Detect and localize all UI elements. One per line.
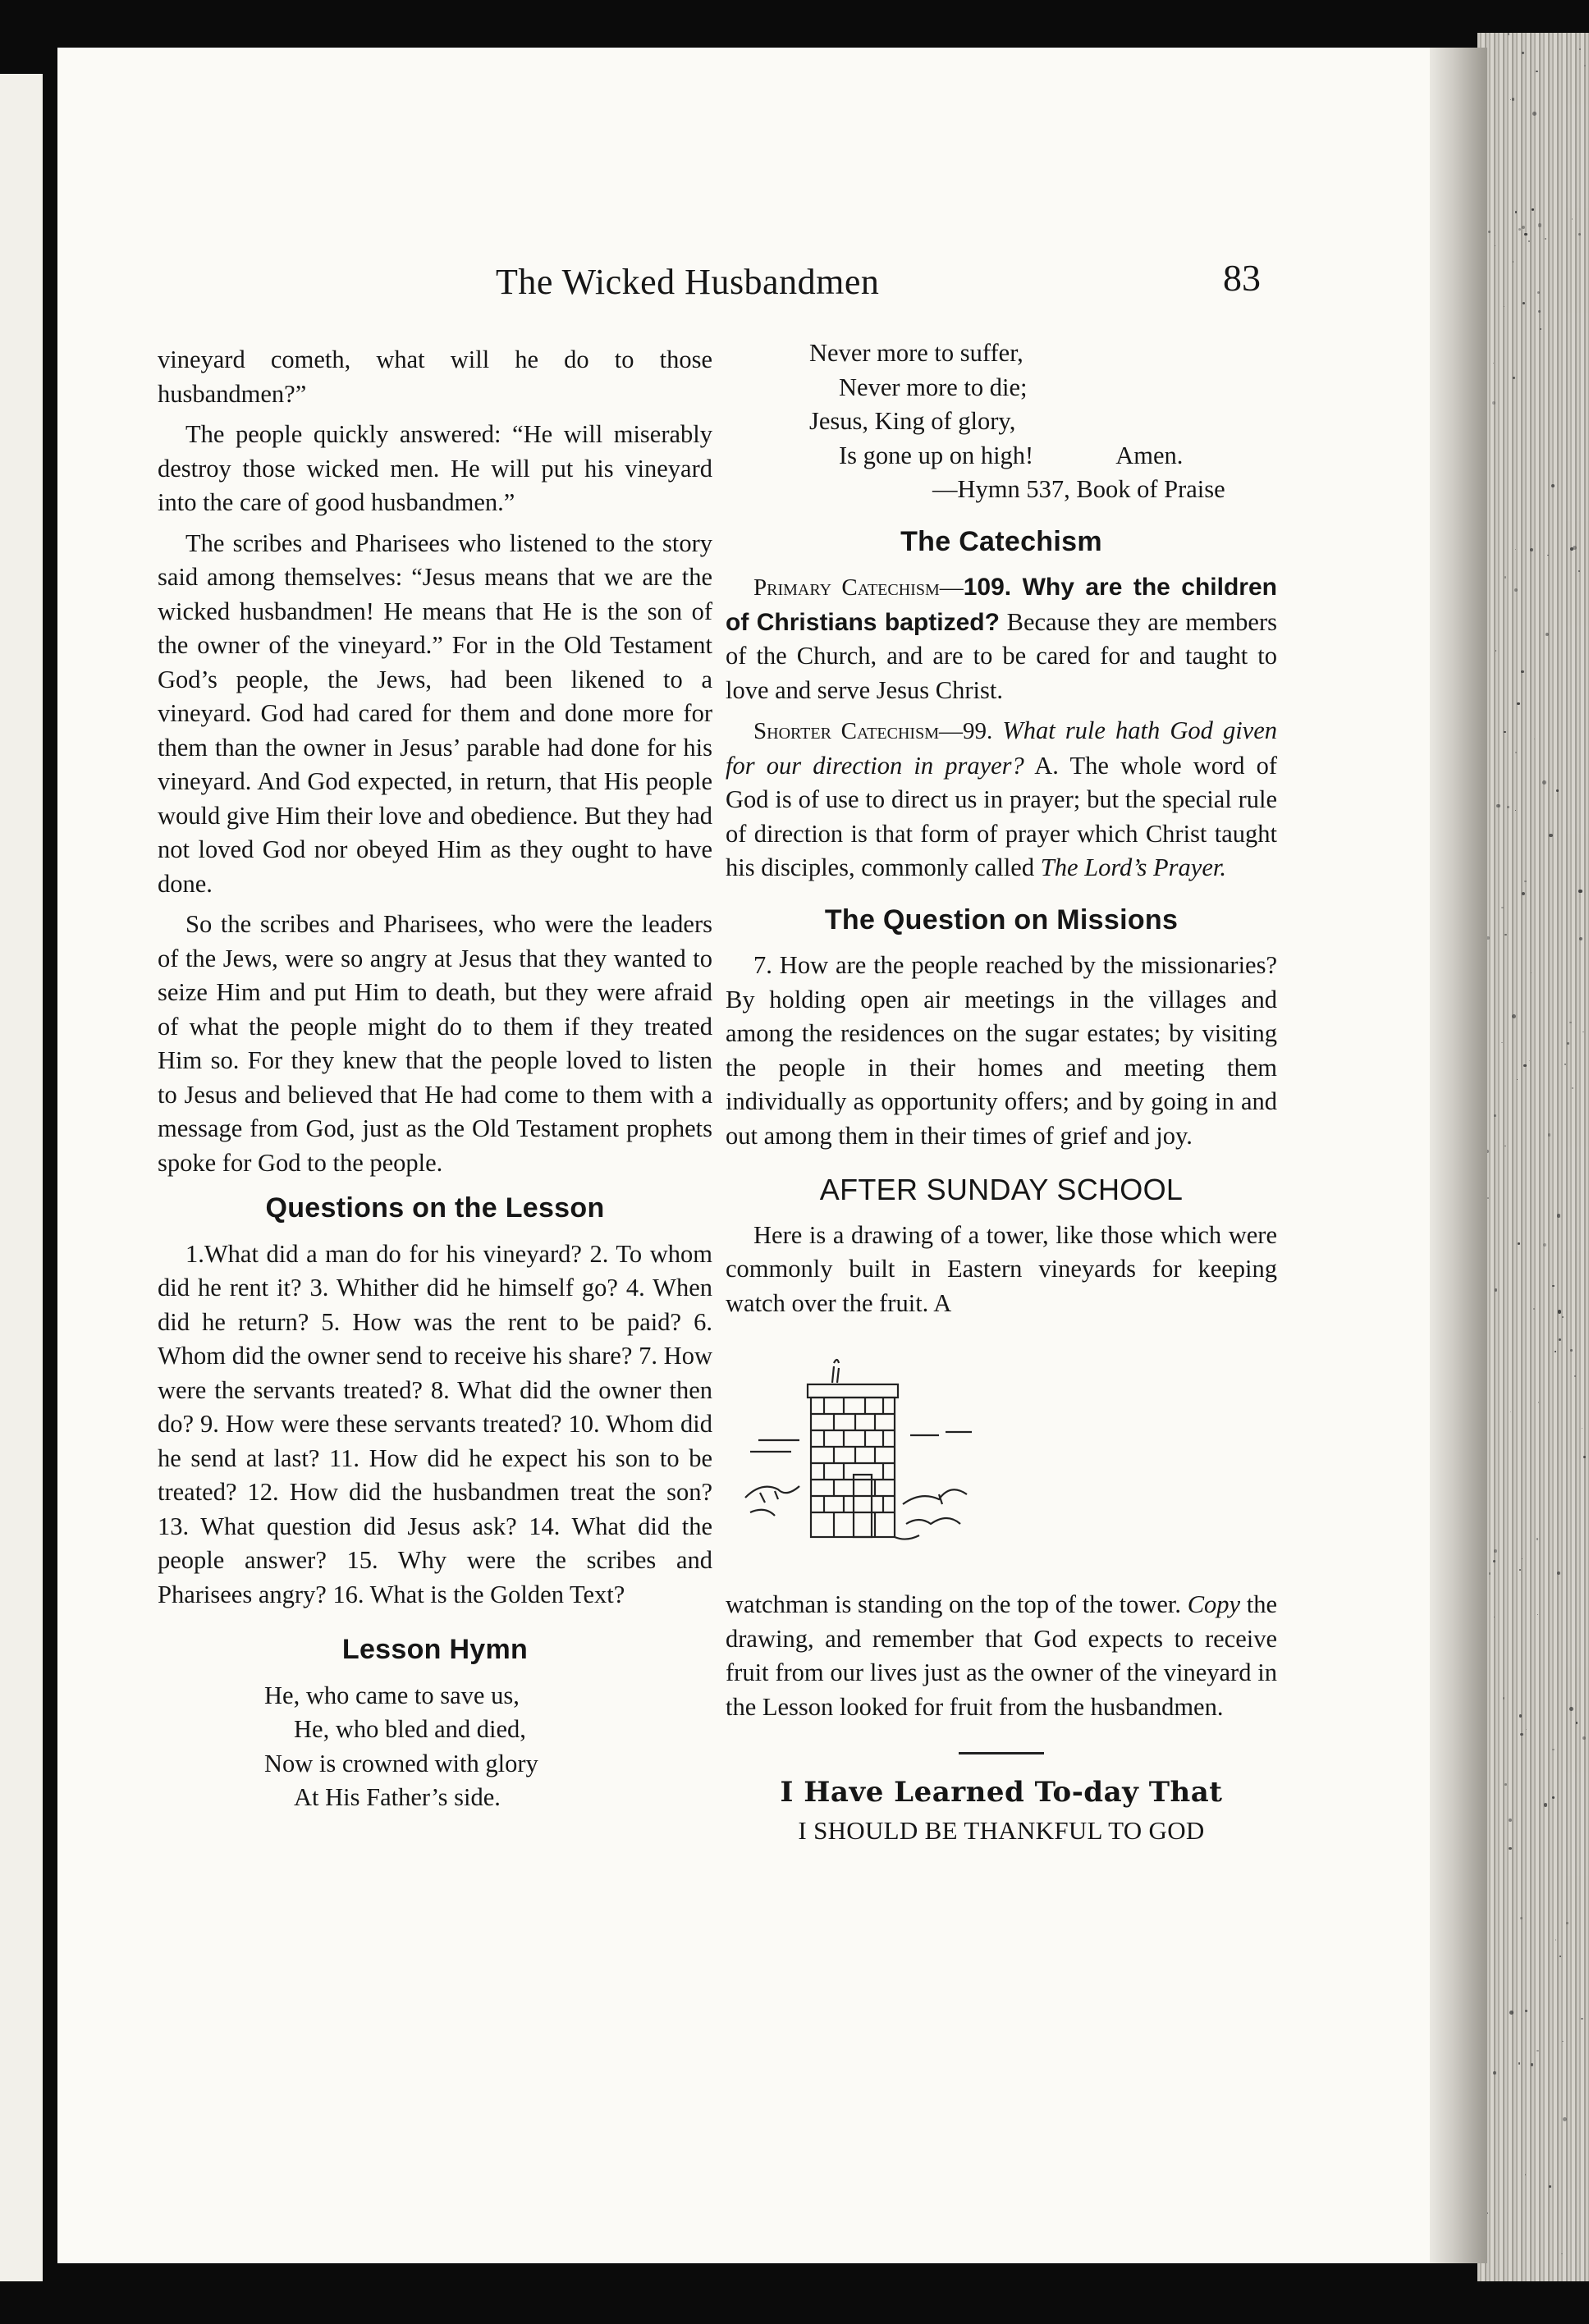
paper-speck (1557, 1571, 1560, 1575)
facing-page-edge (0, 74, 43, 2281)
hymn-line: At His Father’s side. (294, 1783, 501, 1811)
paper-speck (1557, 1214, 1560, 1217)
right-column (726, 336, 1277, 1847)
paper-speck (1559, 1956, 1561, 1957)
paper-speck (1555, 1351, 1556, 1352)
paper-speck (1536, 2050, 1539, 2052)
paragraph: The people quickly answered: “He will miserably destroy those wicked men. He will put his vineyard into the care of good husbandmen.” (158, 420, 712, 516)
paper-speck (1489, 1572, 1491, 1574)
paper-speck (1555, 1939, 1557, 1941)
paper-speck (1547, 555, 1549, 556)
paper-speck (1532, 112, 1536, 116)
paper-speck (1509, 1818, 1512, 1822)
paper-speck (1536, 71, 1538, 73)
paper-speck (1488, 231, 1491, 233)
paper-speck (1512, 98, 1515, 101)
paper-speck (1522, 1558, 1523, 1559)
paper-speck (1523, 302, 1525, 304)
catechism-heading: The Catechism (900, 525, 1102, 557)
paper-speck (1533, 1308, 1535, 1310)
paper-speck (1578, 890, 1582, 894)
paper-speck (1536, 1538, 1539, 1540)
paper-speck (1538, 310, 1541, 313)
paper-speck (1518, 228, 1521, 231)
paper-speck (1545, 633, 1549, 636)
paper-speck (1538, 223, 1542, 227)
paper-speck (1495, 650, 1497, 652)
paper-speck (1526, 1729, 1527, 1730)
hymn-line-text: Is gone up on high! (839, 441, 1034, 469)
paper-speck (1538, 1402, 1540, 1403)
paper-speck (1528, 240, 1530, 242)
paper-speck (1576, 1722, 1578, 1724)
paper-speck (1520, 1917, 1523, 1920)
lords-prayer: The Lord’s Prayer. (1040, 853, 1226, 881)
paper-speck (1540, 328, 1541, 330)
paper-speck (1522, 226, 1525, 229)
paper-speck (1519, 1569, 1521, 1571)
paper-speck (1545, 238, 1546, 240)
page-number: 83 (1223, 257, 1261, 299)
missions-heading: The Question on Missions (824, 904, 1179, 936)
paper-speck (1515, 810, 1516, 811)
shorter-question: What rule hath God given for our direction in prayer? (726, 716, 1278, 780)
paper-speck (1517, 702, 1520, 706)
paper-speck (1531, 2063, 1534, 2066)
paper-speck (1583, 1456, 1586, 1458)
shorter-label: Shorter Catechism—99. (753, 718, 993, 744)
paper-speck (1548, 1133, 1550, 1136)
paper-speck (1549, 2185, 1551, 2188)
hymn-line (809, 439, 1277, 473)
paper-speck (1578, 233, 1581, 236)
paper-speck (1579, 48, 1581, 50)
paper-speck (1566, 1922, 1568, 1924)
paper-speck (1559, 1338, 1561, 1341)
hymn-line: Never more to die; (839, 373, 1028, 401)
paper-speck (1530, 548, 1533, 551)
paper-speck (1512, 1014, 1516, 1018)
paper-speck (1493, 363, 1494, 364)
paper-speck (1542, 780, 1546, 785)
paragraph: vineyard cometh, what will he do to those husbandmen?” (158, 345, 712, 408)
hymn-line: He, who bled and died, (294, 1715, 526, 1743)
paper-speck (1517, 1079, 1518, 1080)
paper-speck (1579, 937, 1582, 940)
paragraph: So the scribes and Pharisees, who were the leaders of the Jews, were so angry at Jesus that they wanted to seize Him and put Him to death, but they were afraid of what the people might do to them if they treated Him so. For they knew that the people loved to listen to Jesus and believed that He had come to them with a message from God, just as the Old Testament prophets spoke for God to the people. (158, 910, 712, 1177)
page-stack-edge (1477, 33, 1589, 2281)
paper-speck (1504, 934, 1507, 936)
hymn-source: —Hymn 537, Book of Praise (932, 475, 1225, 503)
paper-speck (1572, 1087, 1573, 1089)
paper-speck (1582, 1736, 1586, 1740)
paper-speck (1487, 1197, 1490, 1200)
paper-speck (1520, 1733, 1523, 1736)
after-school-text: watchman is standing on the top of the tower. (726, 1590, 1182, 1618)
paper-speck (1584, 65, 1586, 66)
paper-speck (1518, 1242, 1520, 1245)
paper-speck (1501, 1042, 1503, 1044)
paper-speck (1556, 789, 1559, 792)
paper-speck (1504, 1783, 1507, 1786)
paper-speck (1504, 576, 1506, 578)
after-school-heading: AFTER SUNDAY SCHOOL (819, 1173, 1184, 1206)
paper-speck (1561, 2253, 1562, 2254)
paper-speck (1515, 752, 1517, 753)
paper-speck (1552, 1796, 1555, 1799)
paper-speck (1510, 99, 1512, 101)
paper-speck (1582, 1032, 1584, 1033)
paper-speck (1501, 907, 1504, 909)
hymn-line: Never more to suffer, (809, 339, 1023, 367)
paper-speck (1570, 1349, 1573, 1352)
paper-speck (1492, 401, 1495, 405)
paper-speck (1569, 1022, 1572, 1024)
paper-speck (1525, 2174, 1526, 2175)
paper-speck (1510, 1411, 1511, 1412)
paper-speck (1558, 1310, 1561, 1313)
tower-drawing (742, 1352, 1021, 1557)
paper-speck (1518, 2062, 1520, 2064)
primary-answer: Because they are members of the Church, and are to be cared for and taught to love and serve Jesus Christ. (726, 607, 1277, 704)
paper-speck (1551, 484, 1555, 487)
paper-speck (1531, 972, 1532, 973)
paper-speck (1521, 670, 1523, 673)
hymn-line: He, who came to save us, (264, 1681, 520, 1709)
paper-speck (1552, 1749, 1555, 1751)
paper-speck (1525, 2010, 1527, 2012)
paper-speck (1515, 549, 1516, 550)
paper-speck (1544, 1803, 1548, 1807)
learned-heading: I Have Learned To-day That (780, 1776, 1223, 1809)
questions-paragraph: 1.What did a man do for his vineyard? 2. To whom did he rent it? 3. Whither did he himself go? 4. When did he return? 5. How was the rent to be paid? 6. Whom did the owner send to receive his share? 7. How were the servants treated? 8. What did the owner then do? 9. How were these servants treated? 10. Whom did he send at last? 11. How did he expect his son to be treated? 12. How did the husbandmen treat the son? 13. What question did Jesus ask? 14. What did the people answer? 15. Why were the scribes and Pharisees angry? 16. What is the Golden Text? (158, 1239, 712, 1608)
paper-speck (1524, 233, 1527, 236)
shorter-catechism (726, 714, 1277, 885)
primary-question: 109. Why are the children of Christians baptized? (726, 574, 1277, 636)
paper-speck (1519, 1714, 1523, 1718)
paper-speck (1522, 892, 1525, 895)
paper-speck (1537, 291, 1540, 294)
hymn-line: Jesus, King of glory, (809, 407, 1016, 435)
divider (959, 1752, 1044, 1754)
paper-speck (1508, 33, 1510, 35)
paper-speck (1578, 570, 1580, 572)
hymn-verse-continued (809, 336, 1277, 507)
missions-paragraph: 7. How are the people reached by the missionaries? By holding open air meetings in the villages and among the residences on the sugar estates; by visiting the people in their homes and meeting them individually as opportunity offers; and by going in and out among them in their times of grief and joy. (726, 951, 1277, 1150)
paper-speck (1504, 731, 1506, 734)
paper-speck (1513, 377, 1515, 379)
paper-speck (1581, 2018, 1583, 2020)
paper-speck (1507, 806, 1509, 808)
paper-speck (1495, 1288, 1498, 1292)
after-school-text: the drawing, and remember that God expects to receive fruit from our lives just as the owner of the vineyard in the Lesson looked for fruit from the husbandmen. (726, 1590, 1278, 1721)
learned-statement: I SHOULD BE THANKFUL TO GOD (798, 1815, 1205, 1845)
paper-speck (1543, 1243, 1546, 1247)
questions-heading: Questions on the Lesson (265, 1192, 605, 1224)
paper-speck (1509, 2011, 1513, 2015)
paper-speck (1494, 1114, 1496, 1117)
paper-speck (1567, 1042, 1569, 1045)
hymn-line: Now is crowned with glory (264, 1749, 538, 1777)
paper-speck (1574, 1375, 1576, 1377)
hymn-heading: Lesson Hymn (341, 1634, 529, 1665)
paper-speck (1573, 546, 1577, 550)
paper-speck (1503, 1697, 1504, 1699)
paper-speck (1523, 1064, 1526, 1067)
paper-speck (1569, 1707, 1573, 1711)
paper-speck (1537, 1614, 1538, 1615)
copy-word: Copy (1187, 1590, 1241, 1618)
page-gutter-shadow (1430, 48, 1487, 2263)
paper-speck (1552, 1285, 1554, 1287)
paper-speck (1563, 2117, 1567, 2121)
paper-speck (1493, 1560, 1495, 1562)
paper-speck (1509, 1847, 1511, 1850)
paper-speck (1514, 588, 1518, 592)
paper-speck (1494, 1549, 1497, 1553)
page-title: The Wicked Husbandmen (496, 262, 880, 302)
primary-catechism (726, 570, 1277, 707)
paper-speck (1515, 211, 1517, 213)
after-school-continued (726, 1588, 1277, 1724)
paper-speck (1562, 2041, 1564, 2043)
paper-speck (1564, 1064, 1566, 1065)
primary-label: Primary Catechism— (753, 574, 964, 601)
paper-speck (1572, 218, 1573, 219)
hymn-verse (264, 1679, 712, 1815)
paper-speck (1524, 881, 1527, 883)
paper-speck (1549, 834, 1553, 838)
paper-speck (1534, 739, 1536, 740)
paper-speck (1522, 52, 1524, 54)
left-column (158, 343, 712, 1815)
amen: Amen. (1115, 441, 1184, 469)
paper-speck (1493, 2071, 1496, 2075)
paper-speck (1562, 1316, 1564, 1318)
after-school-paragraph: Here is a drawing of a tower, like those which were commonly built in Eastern vineyards for keeping watch over the fruit. A (726, 1220, 1277, 1317)
shorter-answer: A. The whole word of God is of use to direct us in prayer; but the special rule of direction is that form of prayer which Christ taught his disciples, commonly called (726, 751, 1277, 881)
paper-speck (1529, 1060, 1530, 1061)
paper-speck (1496, 804, 1500, 807)
paragraph: The scribes and Pharisees who listened to the story said among themselves: “Jesus means that we are the wicked husbandmen! He means that He is the son of the owner of the vineyard.” For in the Old Testament God’s people, the Jews, had been likened to a vineyard. God had cared for them and done more for them than the owner in Jesus’ parable had done for his vineyard. And God expected, in return, that His people would give Him their love and obedience. But they had not loved God nor obeyed Him as they ought to have done. (158, 528, 712, 898)
